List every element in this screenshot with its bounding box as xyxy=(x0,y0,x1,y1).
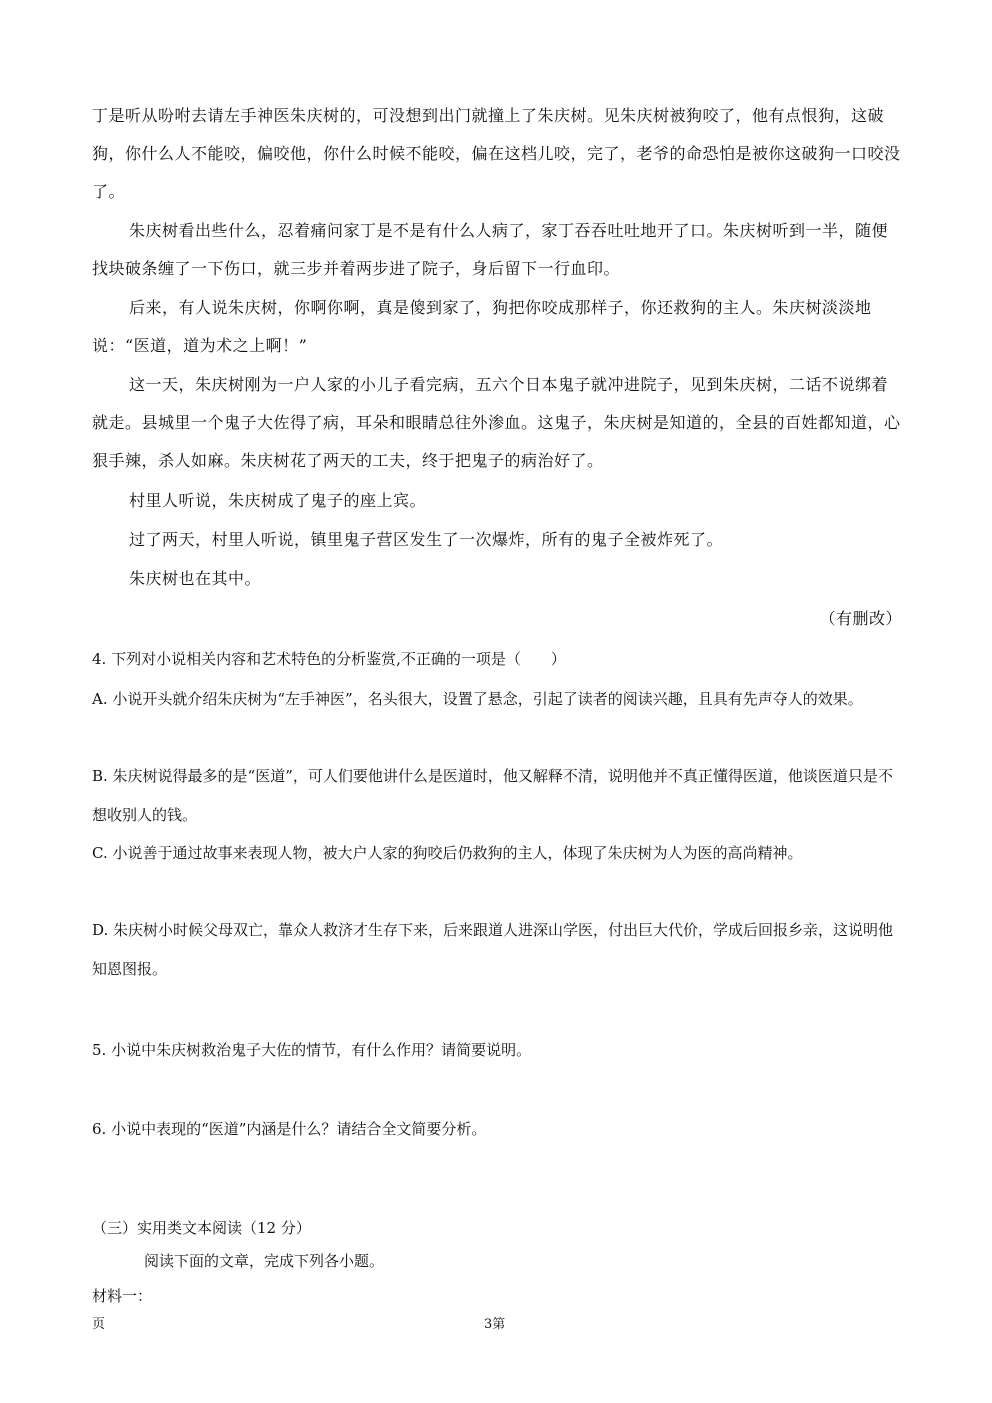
passage-paragraph-2: 朱庆树看出些什么，忍着痛问家丁是不是有什么人病了，家丁吞吞吐吐地开了口。朱庆树听到一半，随便找块破条缠了一下伤口，就三步并着两步进了院子，身后留下一行血印。 xyxy=(92,221,889,278)
source-note: （有删改） xyxy=(819,609,902,628)
passage-paragraph-3: 后来，有人说朱庆树，你啊你啊，真是傻到家了，狗把你咬成那样子，你还救狗的主人。朱庆树淡淡地说：“医道，道为术之上啊！” xyxy=(92,298,872,355)
passage-paragraph-4: 这一天，朱庆树刚为一户人家的小儿子看完病，五六个日本鬼子就冲进院子，见到朱庆树，二话不说绑着就走。县城里一个鬼子大佐得了病，耳朵和眼睛总往外渗血。这鬼子，朱庆树是知道的，全县的百姓都知道，心狠手辣，杀人如麻。朱庆树花了两天的工夫，终于把鬼子的病治好了。 xyxy=(92,375,901,470)
passage-paragraph-5: 村里人听说，朱庆树成了鬼子的座上宾。 xyxy=(129,491,427,510)
footer-left: 页 xyxy=(92,1317,106,1332)
passage-paragraph-1: 丁是听从吩咐去请左手神医朱庆树的，可没想到出门就撞上了朱庆树。见朱庆树被狗咬了，他有点恨狗，这破狗，你什么人不能咬，偏咬他，你什么时候不能咬，偏在这档儿咬，完了，老爷的命恐怕是被你这破狗一口咬没了。 xyxy=(92,106,901,201)
question-4-stem: 4. 下列对小说相关内容和艺术特色的分析鉴赏,不正确的一项是（ ） xyxy=(92,650,566,668)
section-3-instruction: 阅读下面的文章，完成下列各小题。 xyxy=(144,1252,385,1270)
question-4-option-d: D. 朱庆树小时候父母双亡，靠众人救济才生存下来，后来跟道人进深山学医，付出巨大代价，学成后回报乡亲，这说明他知恩图报。 xyxy=(92,921,894,978)
question-6: 6. 小说中表现的“医道”内涵是什么？请结合全文简要分析。 xyxy=(92,1120,487,1138)
question-4-option-b: B. 朱庆树说得最多的是“医道”，可人们要他讲什么是医道时，他又解释不清，说明他并不真正懂得医道，他谈医道只是不想收别人的钱。 xyxy=(92,767,893,824)
question-4-option-c: C. 小说善于通过故事来表现人物，被大户人家的狗咬后仍救狗的主人，体现了朱庆树为人为医的高尚精神。 xyxy=(92,844,803,862)
question-5: 5. 小说中朱庆树救治鬼子大佐的情节，有什么作用？请简要说明。 xyxy=(92,1041,532,1059)
section-3-title: （三）实用类文本阅读（12 分） xyxy=(92,1219,311,1237)
passage-paragraph-7: 朱庆树也在其中。 xyxy=(129,569,262,588)
question-4-option-a: A. 小说开头就介绍朱庆树为“左手神医”，名头很大，设置了悬念，引起了读者的阅读兴趣，且具有先声夺人的效果。 xyxy=(92,690,863,708)
footer-page-number: 3第 xyxy=(484,1317,506,1332)
material-label: 材料一： xyxy=(92,1287,153,1305)
passage-paragraph-6: 过了两天，村里人听说，镇里鬼子营区发生了一次爆炸，所有的鬼子全被炸死了。 xyxy=(129,530,724,549)
